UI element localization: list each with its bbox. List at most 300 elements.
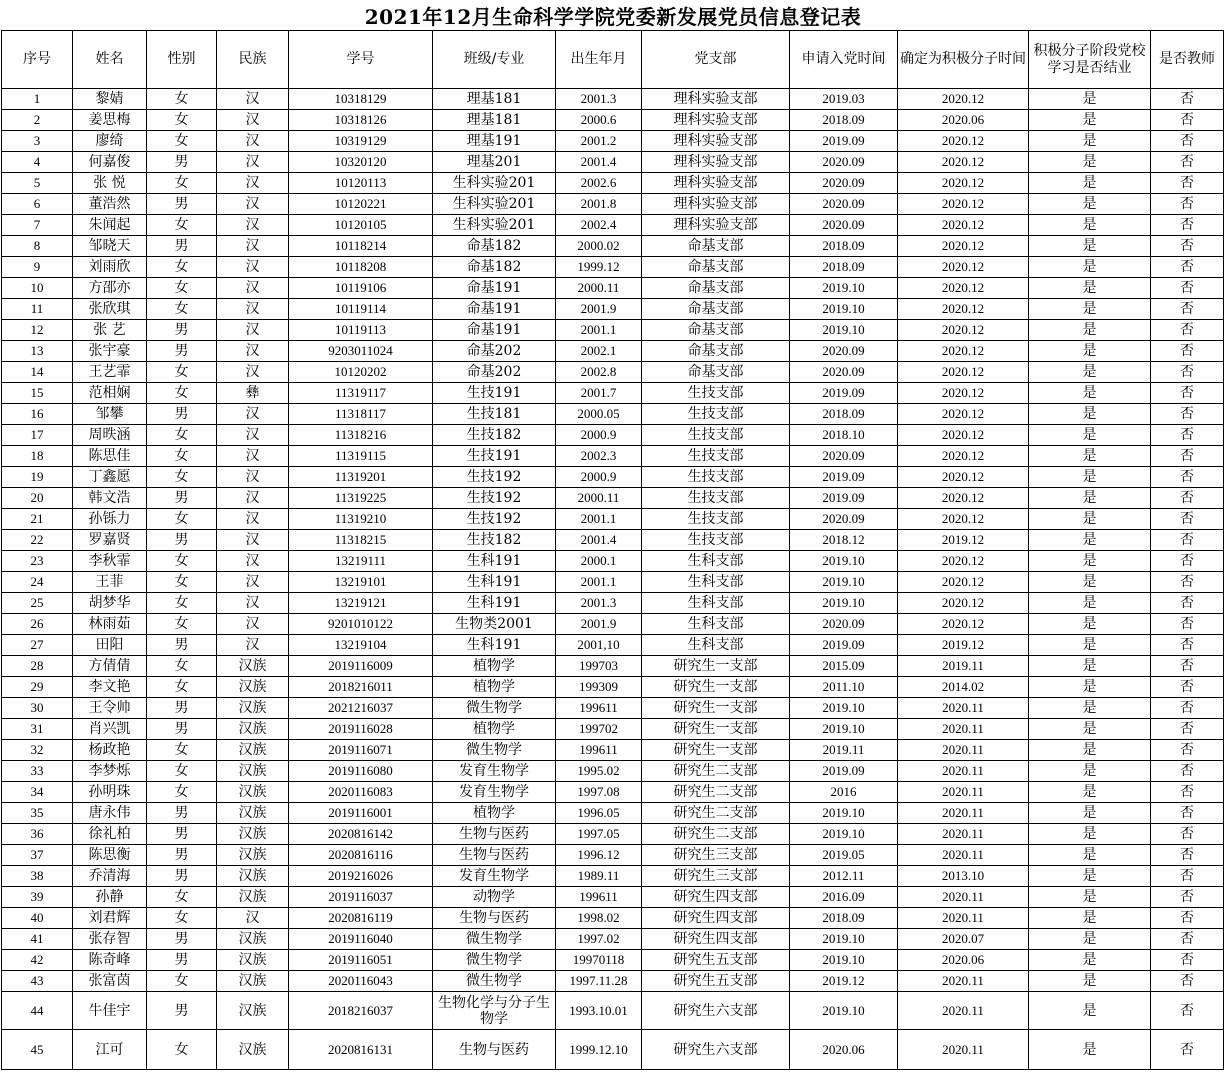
cell-ethnicity[interactable]: 汉 — [217, 551, 289, 572]
cell-branch[interactable]: 命基支部 — [642, 362, 790, 383]
cell-student-id[interactable]: 2019116051 — [289, 950, 433, 971]
cell-index[interactable]: 26 — [2, 614, 73, 635]
cell-gender[interactable]: 男 — [147, 719, 217, 740]
cell-student-id[interactable]: 2019116080 — [289, 761, 433, 782]
cell-index[interactable]: 43 — [2, 971, 73, 992]
cell-index[interactable]: 42 — [2, 950, 73, 971]
cell-school-completed[interactable]: 是 — [1029, 425, 1151, 446]
cell-branch[interactable]: 研究生三支部 — [642, 866, 790, 887]
cell-branch[interactable]: 研究生二支部 — [642, 803, 790, 824]
cell-apply-date[interactable]: 2019.10 — [790, 551, 898, 572]
cell-school-completed[interactable]: 是 — [1029, 341, 1151, 362]
cell-is-teacher[interactable]: 否 — [1151, 509, 1224, 530]
cell-branch[interactable]: 命基支部 — [642, 236, 790, 257]
cell-index[interactable]: 2 — [2, 110, 73, 131]
cell-birth[interactable]: 2002.6 — [556, 173, 642, 194]
cell-apply-date[interactable]: 2020.09 — [790, 194, 898, 215]
cell-activist-date[interactable]: 2020.11 — [898, 1030, 1029, 1070]
cell-index[interactable]: 12 — [2, 320, 73, 341]
cell-school-completed[interactable]: 是 — [1029, 1030, 1151, 1070]
cell-activist-date[interactable]: 2020.11 — [898, 824, 1029, 845]
cell-is-teacher[interactable]: 否 — [1151, 89, 1224, 110]
cell-school-completed[interactable]: 是 — [1029, 530, 1151, 551]
cell-school-completed[interactable]: 是 — [1029, 866, 1151, 887]
cell-is-teacher[interactable]: 否 — [1151, 593, 1224, 614]
cell-is-teacher[interactable]: 否 — [1151, 551, 1224, 572]
cell-birth[interactable]: 1999.12 — [556, 257, 642, 278]
cell-is-teacher[interactable]: 否 — [1151, 803, 1224, 824]
cell-birth[interactable]: 2000.05 — [556, 404, 642, 425]
cell-gender[interactable]: 女 — [147, 1030, 217, 1070]
cell-activist-date[interactable]: 2020.12 — [898, 425, 1029, 446]
cell-activist-date[interactable]: 2020.12 — [898, 572, 1029, 593]
cell-name[interactable]: 丁鑫愿 — [73, 467, 147, 488]
cell-is-teacher[interactable]: 否 — [1151, 299, 1224, 320]
cell-index[interactable]: 33 — [2, 761, 73, 782]
cell-branch[interactable]: 生技支部 — [642, 467, 790, 488]
cell-student-id[interactable]: 10120202 — [289, 362, 433, 383]
cell-is-teacher[interactable]: 否 — [1151, 215, 1224, 236]
cell-activist-date[interactable]: 2019.11 — [898, 656, 1029, 677]
cell-is-teacher[interactable]: 否 — [1151, 404, 1224, 425]
cell-birth[interactable]: 2001.8 — [556, 194, 642, 215]
cell-school-completed[interactable]: 是 — [1029, 173, 1151, 194]
cell-student-id[interactable]: 10118214 — [289, 236, 433, 257]
cell-school-completed[interactable]: 是 — [1029, 929, 1151, 950]
cell-ethnicity[interactable]: 汉族 — [217, 992, 289, 1030]
cell-apply-date[interactable]: 2020.09 — [790, 362, 898, 383]
cell-branch[interactable]: 研究生二支部 — [642, 824, 790, 845]
cell-is-teacher[interactable]: 否 — [1151, 383, 1224, 404]
cell-ethnicity[interactable]: 汉族 — [217, 656, 289, 677]
cell-gender[interactable]: 女 — [147, 383, 217, 404]
cell-student-id[interactable]: 11319201 — [289, 467, 433, 488]
cell-is-teacher[interactable]: 否 — [1151, 257, 1224, 278]
cell-gender[interactable]: 男 — [147, 845, 217, 866]
cell-branch[interactable]: 生科支部 — [642, 572, 790, 593]
cell-class-major[interactable]: 生技192 — [433, 467, 556, 488]
cell-name[interactable]: 范相娴 — [73, 383, 147, 404]
cell-is-teacher[interactable]: 否 — [1151, 194, 1224, 215]
cell-birth[interactable]: 2001,10 — [556, 635, 642, 656]
cell-is-teacher[interactable]: 否 — [1151, 866, 1224, 887]
cell-birth[interactable]: 1997.08 — [556, 782, 642, 803]
cell-activist-date[interactable]: 2020.12 — [898, 593, 1029, 614]
cell-apply-date[interactable]: 2016 — [790, 782, 898, 803]
cell-apply-date[interactable]: 2020.09 — [790, 215, 898, 236]
cell-name[interactable]: 孙铄力 — [73, 509, 147, 530]
cell-name[interactable]: 杨政艳 — [73, 740, 147, 761]
cell-name[interactable]: 方邵亦 — [73, 278, 147, 299]
cell-school-completed[interactable]: 是 — [1029, 467, 1151, 488]
cell-index[interactable]: 4 — [2, 152, 73, 173]
cell-class-major[interactable]: 命基182 — [433, 257, 556, 278]
cell-class-major[interactable]: 生技191 — [433, 383, 556, 404]
cell-birth[interactable]: 2002.4 — [556, 215, 642, 236]
cell-student-id[interactable]: 2020816116 — [289, 845, 433, 866]
cell-gender[interactable]: 女 — [147, 509, 217, 530]
cell-student-id[interactable]: 13219111 — [289, 551, 433, 572]
cell-class-major[interactable]: 命基191 — [433, 299, 556, 320]
cell-school-completed[interactable]: 是 — [1029, 257, 1151, 278]
cell-is-teacher[interactable]: 否 — [1151, 320, 1224, 341]
cell-birth[interactable]: 2002.3 — [556, 446, 642, 467]
cell-class-major[interactable]: 微生物学 — [433, 950, 556, 971]
cell-is-teacher[interactable]: 否 — [1151, 341, 1224, 362]
cell-index[interactable]: 6 — [2, 194, 73, 215]
cell-gender[interactable]: 男 — [147, 698, 217, 719]
cell-school-completed[interactable]: 是 — [1029, 740, 1151, 761]
cell-gender[interactable]: 男 — [147, 236, 217, 257]
cell-apply-date[interactable]: 2019.03 — [790, 89, 898, 110]
cell-student-id[interactable]: 2019116071 — [289, 740, 433, 761]
cell-class-major[interactable]: 生物类2001 — [433, 614, 556, 635]
cell-student-id[interactable]: 2020816131 — [289, 1030, 433, 1070]
cell-apply-date[interactable]: 2019.09 — [790, 488, 898, 509]
cell-branch[interactable]: 研究生一支部 — [642, 656, 790, 677]
cell-activist-date[interactable]: 2020.11 — [898, 803, 1029, 824]
cell-branch[interactable]: 研究生五支部 — [642, 971, 790, 992]
cell-ethnicity[interactable]: 汉族 — [217, 698, 289, 719]
cell-index[interactable]: 41 — [2, 929, 73, 950]
cell-index[interactable]: 16 — [2, 404, 73, 425]
cell-apply-date[interactable]: 2019.10 — [790, 824, 898, 845]
cell-student-id[interactable]: 11319117 — [289, 383, 433, 404]
cell-apply-date[interactable]: 2019.10 — [790, 992, 898, 1030]
cell-apply-date[interactable]: 2018.09 — [790, 110, 898, 131]
cell-ethnicity[interactable]: 汉 — [217, 278, 289, 299]
cell-school-completed[interactable]: 是 — [1029, 614, 1151, 635]
cell-gender[interactable]: 男 — [147, 635, 217, 656]
cell-is-teacher[interactable]: 否 — [1151, 362, 1224, 383]
cell-apply-date[interactable]: 2018.10 — [790, 425, 898, 446]
cell-gender[interactable]: 男 — [147, 152, 217, 173]
cell-branch[interactable]: 研究生五支部 — [642, 950, 790, 971]
cell-apply-date[interactable]: 2019.10 — [790, 803, 898, 824]
cell-activist-date[interactable]: 2020.11 — [898, 992, 1029, 1030]
cell-ethnicity[interactable]: 汉 — [217, 488, 289, 509]
cell-gender[interactable]: 女 — [147, 110, 217, 131]
cell-birth[interactable]: 2001.1 — [556, 320, 642, 341]
cell-name[interactable]: 李梦烁 — [73, 761, 147, 782]
cell-student-id[interactable]: 9201010122 — [289, 614, 433, 635]
cell-class-major[interactable]: 命基191 — [433, 320, 556, 341]
cell-class-major[interactable]: 生技182 — [433, 425, 556, 446]
cell-gender[interactable]: 女 — [147, 782, 217, 803]
cell-is-teacher[interactable]: 否 — [1151, 698, 1224, 719]
cell-is-teacher[interactable]: 否 — [1151, 278, 1224, 299]
cell-birth[interactable]: 1996.12 — [556, 845, 642, 866]
cell-branch[interactable]: 理科实验支部 — [642, 131, 790, 152]
cell-ethnicity[interactable]: 汉族 — [217, 845, 289, 866]
cell-index[interactable]: 7 — [2, 215, 73, 236]
cell-index[interactable]: 36 — [2, 824, 73, 845]
cell-school-completed[interactable]: 是 — [1029, 971, 1151, 992]
cell-gender[interactable]: 男 — [147, 929, 217, 950]
cell-student-id[interactable]: 13219104 — [289, 635, 433, 656]
cell-birth[interactable]: 1995.02 — [556, 761, 642, 782]
cell-school-completed[interactable]: 是 — [1029, 215, 1151, 236]
cell-ethnicity[interactable]: 汉 — [217, 89, 289, 110]
cell-ethnicity[interactable]: 汉 — [217, 131, 289, 152]
cell-student-id[interactable]: 2019116040 — [289, 929, 433, 950]
cell-branch[interactable]: 研究生四支部 — [642, 887, 790, 908]
cell-birth[interactable]: 1998.02 — [556, 908, 642, 929]
cell-ethnicity[interactable]: 汉 — [217, 362, 289, 383]
cell-student-id[interactable]: 11318117 — [289, 404, 433, 425]
cell-class-major[interactable]: 生科191 — [433, 635, 556, 656]
cell-school-completed[interactable]: 是 — [1029, 656, 1151, 677]
cell-is-teacher[interactable]: 否 — [1151, 950, 1224, 971]
cell-class-major[interactable]: 理基181 — [433, 110, 556, 131]
cell-activist-date[interactable]: 2020.12 — [898, 320, 1029, 341]
cell-name[interactable]: 张 艺 — [73, 320, 147, 341]
cell-index[interactable]: 29 — [2, 677, 73, 698]
cell-gender[interactable]: 女 — [147, 131, 217, 152]
cell-school-completed[interactable]: 是 — [1029, 194, 1151, 215]
cell-apply-date[interactable]: 2019.10 — [790, 320, 898, 341]
cell-name[interactable]: 何嘉俊 — [73, 152, 147, 173]
cell-birth[interactable]: 19970118 — [556, 950, 642, 971]
cell-is-teacher[interactable]: 否 — [1151, 761, 1224, 782]
cell-birth[interactable]: 2001.4 — [556, 152, 642, 173]
cell-gender[interactable]: 女 — [147, 551, 217, 572]
cell-name[interactable]: 唐永伟 — [73, 803, 147, 824]
cell-class-major[interactable]: 命基191 — [433, 278, 556, 299]
cell-name[interactable]: 刘雨欣 — [73, 257, 147, 278]
cell-gender[interactable]: 女 — [147, 362, 217, 383]
cell-name[interactable]: 陈奇峰 — [73, 950, 147, 971]
cell-index[interactable]: 38 — [2, 866, 73, 887]
cell-student-id[interactable]: 9203011024 — [289, 341, 433, 362]
cell-school-completed[interactable]: 是 — [1029, 89, 1151, 110]
cell-class-major[interactable]: 微生物学 — [433, 740, 556, 761]
cell-school-completed[interactable]: 是 — [1029, 488, 1151, 509]
cell-activist-date[interactable]: 2020.12 — [898, 173, 1029, 194]
cell-school-completed[interactable]: 是 — [1029, 110, 1151, 131]
cell-school-completed[interactable]: 是 — [1029, 677, 1151, 698]
cell-apply-date[interactable]: 2019.10 — [790, 299, 898, 320]
cell-apply-date[interactable]: 2019.09 — [790, 383, 898, 404]
cell-ethnicity[interactable]: 汉族 — [217, 887, 289, 908]
cell-class-major[interactable]: 植物学 — [433, 803, 556, 824]
cell-is-teacher[interactable]: 否 — [1151, 845, 1224, 866]
cell-index[interactable]: 17 — [2, 425, 73, 446]
cell-index[interactable]: 3 — [2, 131, 73, 152]
cell-birth[interactable]: 2001.3 — [556, 593, 642, 614]
cell-is-teacher[interactable]: 否 — [1151, 908, 1224, 929]
cell-name[interactable]: 张存智 — [73, 929, 147, 950]
cell-index[interactable]: 19 — [2, 467, 73, 488]
cell-ethnicity[interactable]: 汉 — [217, 572, 289, 593]
cell-is-teacher[interactable]: 否 — [1151, 467, 1224, 488]
cell-branch[interactable]: 生科支部 — [642, 614, 790, 635]
cell-ethnicity[interactable]: 汉族 — [217, 971, 289, 992]
cell-school-completed[interactable]: 是 — [1029, 446, 1151, 467]
cell-branch[interactable]: 生科支部 — [642, 635, 790, 656]
cell-ethnicity[interactable]: 彝 — [217, 383, 289, 404]
cell-class-major[interactable]: 生技182 — [433, 530, 556, 551]
cell-activist-date[interactable]: 2020.12 — [898, 488, 1029, 509]
cell-birth[interactable]: 1997.05 — [556, 824, 642, 845]
cell-class-major[interactable]: 生科191 — [433, 572, 556, 593]
cell-birth[interactable]: 2000.9 — [556, 467, 642, 488]
cell-gender[interactable]: 女 — [147, 677, 217, 698]
cell-apply-date[interactable]: 2012.11 — [790, 866, 898, 887]
cell-branch[interactable]: 研究生六支部 — [642, 1030, 790, 1070]
cell-name[interactable]: 陈思佳 — [73, 446, 147, 467]
cell-school-completed[interactable]: 是 — [1029, 509, 1151, 530]
cell-class-major[interactable]: 生技181 — [433, 404, 556, 425]
cell-is-teacher[interactable]: 否 — [1151, 971, 1224, 992]
cell-student-id[interactable]: 2019116001 — [289, 803, 433, 824]
cell-apply-date[interactable]: 2018.09 — [790, 236, 898, 257]
cell-apply-date[interactable]: 2020.09 — [790, 341, 898, 362]
cell-name[interactable]: 李秋霏 — [73, 551, 147, 572]
cell-apply-date[interactable]: 2019.10 — [790, 950, 898, 971]
cell-index[interactable]: 10 — [2, 278, 73, 299]
cell-birth[interactable]: 199611 — [556, 740, 642, 761]
cell-gender[interactable]: 男 — [147, 341, 217, 362]
cell-gender[interactable]: 男 — [147, 530, 217, 551]
cell-school-completed[interactable]: 是 — [1029, 299, 1151, 320]
cell-ethnicity[interactable]: 汉族 — [217, 866, 289, 887]
cell-activist-date[interactable]: 2019.12 — [898, 635, 1029, 656]
cell-is-teacher[interactable]: 否 — [1151, 782, 1224, 803]
cell-birth[interactable]: 2001.1 — [556, 572, 642, 593]
cell-name[interactable]: 邹攀 — [73, 404, 147, 425]
cell-gender[interactable]: 女 — [147, 425, 217, 446]
cell-student-id[interactable]: 10319129 — [289, 131, 433, 152]
cell-birth[interactable]: 2001.2 — [556, 131, 642, 152]
cell-activist-date[interactable]: 2014.02 — [898, 677, 1029, 698]
cell-birth[interactable]: 2000.11 — [556, 278, 642, 299]
cell-school-completed[interactable]: 是 — [1029, 782, 1151, 803]
cell-name[interactable]: 王令帅 — [73, 698, 147, 719]
cell-is-teacher[interactable]: 否 — [1151, 572, 1224, 593]
cell-activist-date[interactable]: 2020.12 — [898, 215, 1029, 236]
cell-branch[interactable]: 生技支部 — [642, 488, 790, 509]
cell-name[interactable]: 邹晓天 — [73, 236, 147, 257]
cell-gender[interactable]: 男 — [147, 320, 217, 341]
cell-activist-date[interactable]: 2020.11 — [898, 719, 1029, 740]
cell-birth[interactable]: 2002.1 — [556, 341, 642, 362]
cell-ethnicity[interactable]: 汉族 — [217, 740, 289, 761]
cell-gender[interactable]: 女 — [147, 299, 217, 320]
cell-apply-date[interactable]: 2018.09 — [790, 908, 898, 929]
cell-branch[interactable]: 研究生四支部 — [642, 929, 790, 950]
cell-is-teacher[interactable]: 否 — [1151, 656, 1224, 677]
cell-class-major[interactable]: 发育生物学 — [433, 866, 556, 887]
cell-ethnicity[interactable]: 汉 — [217, 593, 289, 614]
cell-index[interactable]: 14 — [2, 362, 73, 383]
cell-ethnicity[interactable]: 汉 — [217, 509, 289, 530]
cell-name[interactable]: 肖兴凯 — [73, 719, 147, 740]
cell-branch[interactable]: 理科实验支部 — [642, 173, 790, 194]
cell-school-completed[interactable]: 是 — [1029, 551, 1151, 572]
cell-ethnicity[interactable]: 汉 — [217, 446, 289, 467]
cell-student-id[interactable]: 10119106 — [289, 278, 433, 299]
cell-birth[interactable]: 2000.11 — [556, 488, 642, 509]
cell-gender[interactable]: 女 — [147, 761, 217, 782]
cell-gender[interactable]: 男 — [147, 488, 217, 509]
cell-is-teacher[interactable]: 否 — [1151, 425, 1224, 446]
cell-school-completed[interactable]: 是 — [1029, 635, 1151, 656]
cell-gender[interactable]: 男 — [147, 866, 217, 887]
cell-class-major[interactable]: 命基182 — [433, 236, 556, 257]
cell-branch[interactable]: 理科实验支部 — [642, 110, 790, 131]
cell-birth[interactable]: 199703 — [556, 656, 642, 677]
cell-apply-date[interactable]: 2019.09 — [790, 467, 898, 488]
cell-class-major[interactable]: 微生物学 — [433, 698, 556, 719]
cell-class-major[interactable]: 生物与医药 — [433, 908, 556, 929]
cell-name[interactable]: 李文艳 — [73, 677, 147, 698]
cell-school-completed[interactable]: 是 — [1029, 824, 1151, 845]
cell-index[interactable]: 8 — [2, 236, 73, 257]
cell-index[interactable]: 24 — [2, 572, 73, 593]
cell-name[interactable]: 黎婧 — [73, 89, 147, 110]
cell-gender[interactable]: 女 — [147, 656, 217, 677]
cell-ethnicity[interactable]: 汉 — [217, 530, 289, 551]
cell-ethnicity[interactable]: 汉 — [217, 404, 289, 425]
cell-activist-date[interactable]: 2020.12 — [898, 341, 1029, 362]
cell-branch[interactable]: 生技支部 — [642, 404, 790, 425]
cell-apply-date[interactable]: 2019.10 — [790, 929, 898, 950]
cell-apply-date[interactable]: 2020.09 — [790, 509, 898, 530]
cell-ethnicity[interactable]: 汉 — [217, 236, 289, 257]
cell-ethnicity[interactable]: 汉 — [217, 173, 289, 194]
cell-apply-date[interactable]: 2018.09 — [790, 404, 898, 425]
cell-school-completed[interactable]: 是 — [1029, 572, 1151, 593]
cell-ethnicity[interactable]: 汉族 — [217, 761, 289, 782]
cell-class-major[interactable]: 植物学 — [433, 677, 556, 698]
cell-class-major[interactable]: 生技192 — [433, 488, 556, 509]
cell-birth[interactable]: 2001.1 — [556, 509, 642, 530]
cell-branch[interactable]: 生技支部 — [642, 530, 790, 551]
cell-gender[interactable]: 女 — [147, 467, 217, 488]
cell-activist-date[interactable]: 2020.11 — [898, 761, 1029, 782]
cell-name[interactable]: 牛佳宇 — [73, 992, 147, 1030]
cell-student-id[interactable]: 2020116043 — [289, 971, 433, 992]
cell-school-completed[interactable]: 是 — [1029, 887, 1151, 908]
cell-gender[interactable]: 男 — [147, 950, 217, 971]
cell-birth[interactable]: 1993.10.01 — [556, 992, 642, 1030]
cell-branch[interactable]: 研究生二支部 — [642, 761, 790, 782]
cell-name[interactable]: 董浩然 — [73, 194, 147, 215]
cell-class-major[interactable]: 生科191 — [433, 551, 556, 572]
cell-apply-date[interactable]: 2019.12 — [790, 971, 898, 992]
cell-name[interactable]: 胡梦华 — [73, 593, 147, 614]
cell-activist-date[interactable]: 2020.12 — [898, 467, 1029, 488]
cell-activist-date[interactable]: 2020.11 — [898, 971, 1029, 992]
cell-index[interactable]: 1 — [2, 89, 73, 110]
cell-index[interactable]: 22 — [2, 530, 73, 551]
cell-name[interactable]: 陈思衡 — [73, 845, 147, 866]
cell-ethnicity[interactable]: 汉 — [217, 194, 289, 215]
cell-apply-date[interactable]: 2016.09 — [790, 887, 898, 908]
cell-gender[interactable]: 女 — [147, 593, 217, 614]
cell-class-major[interactable]: 生科191 — [433, 593, 556, 614]
cell-apply-date[interactable]: 2019.10 — [790, 698, 898, 719]
cell-school-completed[interactable]: 是 — [1029, 236, 1151, 257]
cell-class-major[interactable]: 命基202 — [433, 362, 556, 383]
cell-branch[interactable]: 研究生六支部 — [642, 992, 790, 1030]
cell-branch[interactable]: 命基支部 — [642, 341, 790, 362]
cell-ethnicity[interactable]: 汉 — [217, 257, 289, 278]
cell-school-completed[interactable]: 是 — [1029, 593, 1151, 614]
cell-is-teacher[interactable]: 否 — [1151, 152, 1224, 173]
cell-branch[interactable]: 理科实验支部 — [642, 194, 790, 215]
